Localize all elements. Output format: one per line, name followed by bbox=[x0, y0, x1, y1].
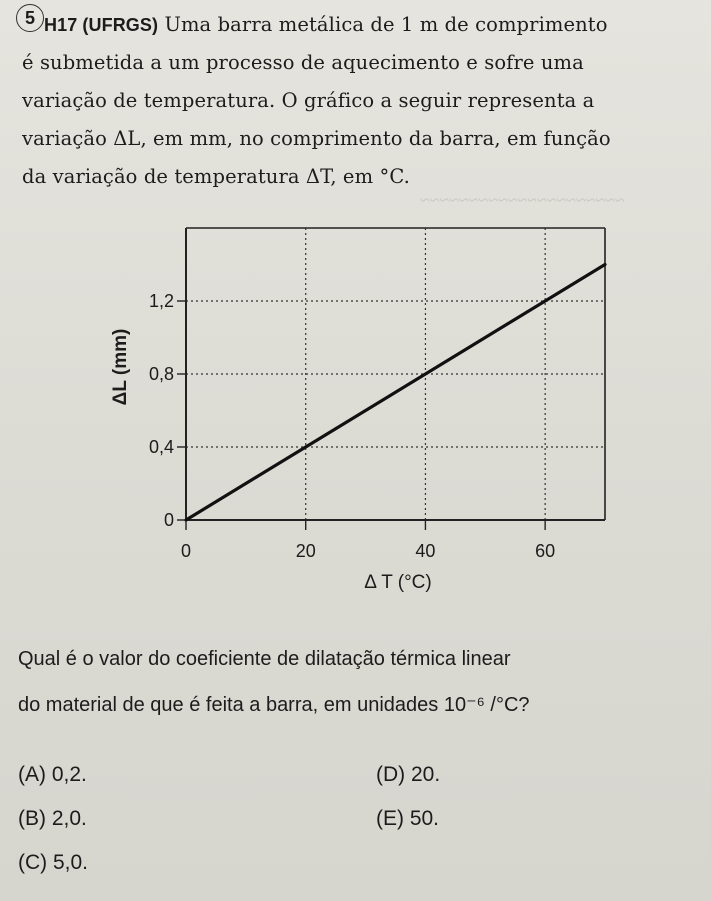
y-tick-label-0: 0 bbox=[163, 510, 174, 530]
y-tick-label-2: 0,8 bbox=[148, 364, 174, 384]
x-axis-label: Δ T (°C) bbox=[364, 572, 432, 593]
question-source: H17 (UFRGS) bbox=[44, 15, 159, 35]
question-number: 5 bbox=[16, 4, 44, 32]
y-tick-label-3: 1,2 bbox=[148, 291, 174, 311]
x-tick-label-2: 40 bbox=[415, 541, 436, 561]
y-tick-label-1: 0,4 bbox=[148, 437, 174, 457]
stem-text-1: Uma barra metálica de 1 m de comprimento bbox=[164, 13, 608, 36]
chart-series bbox=[186, 265, 605, 521]
option-e[interactable]: (E) 50. bbox=[376, 807, 440, 830]
prompt-line-1: Qual é o valor do coeficiente de dilatação térmica linear bbox=[18, 648, 511, 670]
option-d[interactable]: (D) 20. bbox=[376, 763, 441, 786]
option-c[interactable]: (C) 5,0. bbox=[18, 851, 89, 874]
stem-line-5: da variação de temperatura ΔT, em °C. bbox=[22, 165, 410, 188]
y-axis-label: ΔL (mm) bbox=[110, 328, 131, 406]
option-b[interactable]: (B) 2,0. bbox=[18, 807, 87, 830]
chart-grid bbox=[186, 228, 605, 520]
x-tick-label-0: 0 bbox=[180, 541, 192, 561]
x-tick-label-1: 20 bbox=[295, 541, 316, 561]
prompt-line-2: do material de que é feita a barra, em unidades 10⁻⁶ /°C? bbox=[18, 694, 530, 716]
stem-line-4: variação ΔL, em mm, no comprimento da barra, em função bbox=[22, 127, 611, 150]
option-a[interactable]: (A) 0,2. bbox=[18, 763, 87, 786]
bleed-through: ~~~~~~~~~~~~~~~~~~~~~ bbox=[420, 190, 625, 210]
stem-line-2: é submetida a um processo de aquecimento e sofre uma bbox=[22, 51, 584, 74]
stem-line-3: variação de temperatura. O gráfico a seguir representa a bbox=[22, 89, 595, 112]
question-prompt bbox=[18, 636, 708, 728]
x-tick-label-3: 60 bbox=[535, 541, 556, 561]
series-line-0 bbox=[186, 265, 605, 521]
